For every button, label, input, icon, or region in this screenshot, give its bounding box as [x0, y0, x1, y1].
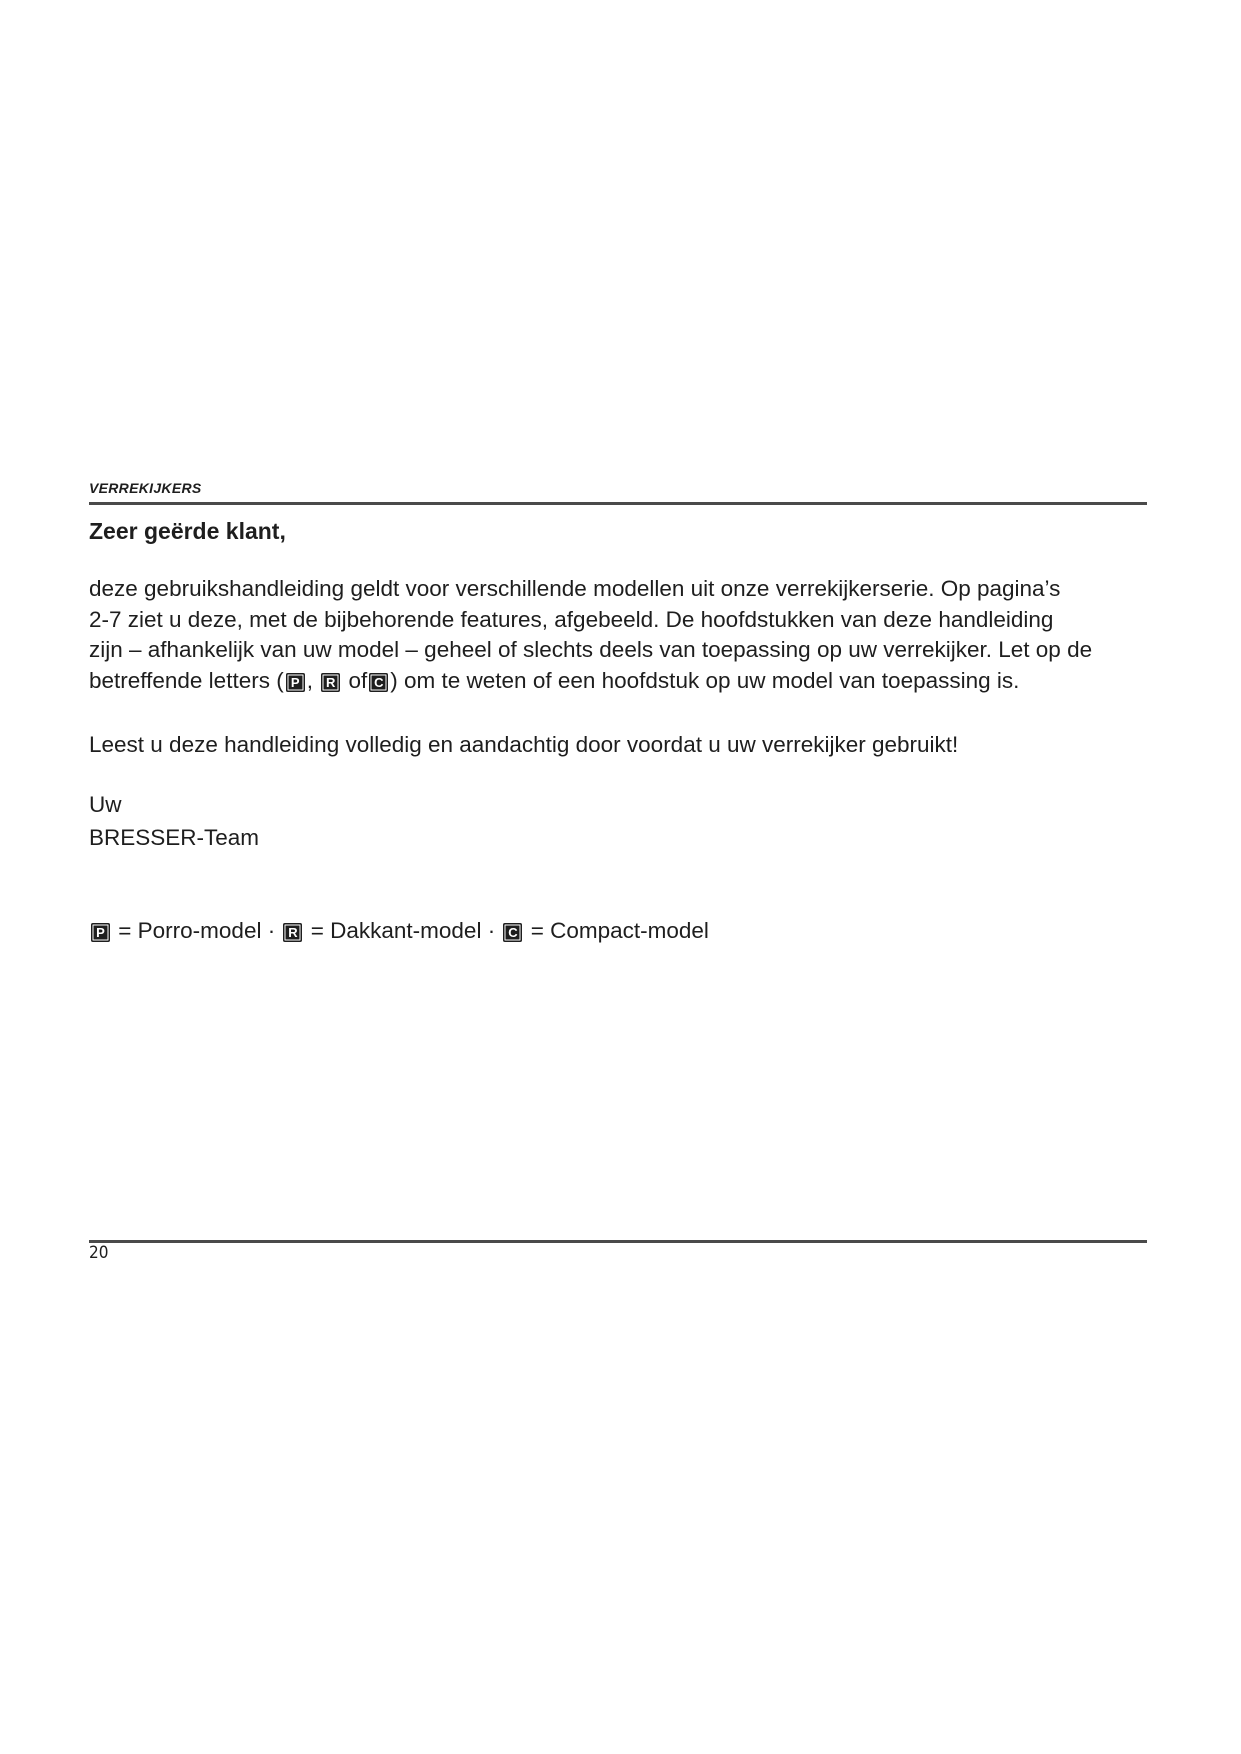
intro-line-4-comma: ,: [306, 667, 313, 693]
r-model-badge-icon: R: [321, 673, 340, 692]
c-model-badge-icon: C: [369, 673, 388, 692]
intro-line-4-start: betreffende letters (: [89, 667, 284, 693]
p-model-badge-icon: P: [286, 673, 305, 692]
greeting-heading: Zeer geërde klant,: [89, 518, 286, 544]
legend-compact: = Compact-model: [530, 918, 709, 943]
section-label: VERREKIJKERS: [89, 480, 202, 496]
intro-line-2: 2-7 ziet u deze, met de bijbehorende features, afgebeeld. De hoofdstukken van deze handleiding: [89, 606, 1054, 632]
intro-line-3: zijn – afhankelijk van uw model – geheel of slechts deels van toepassing op uw verrekijker. Let op de: [89, 637, 1093, 662]
footer-divider: [89, 1240, 1147, 1243]
legend-dakkant: = Dakkant-model ·: [310, 918, 496, 943]
page-number: 20: [89, 1243, 109, 1263]
legend-porro: = Porro-model ·: [118, 918, 276, 943]
legend-r-badge-icon: R: [283, 923, 302, 942]
intro-line-4-of: of: [348, 667, 368, 693]
header-divider: [89, 502, 1147, 505]
model-legend-line: [89, 916, 1169, 947]
signoff-line-2: BRESSER-Team: [89, 825, 260, 850]
signoff-line-1: Uw: [89, 792, 122, 817]
model-legend: [89, 916, 1169, 947]
intro-line-4-end: ) om te weten of een hoofdstuk op uw model van toepassing is.: [390, 667, 1020, 693]
intro-line-4: [89, 666, 1169, 697]
legend-p-badge-icon: P: [91, 923, 110, 942]
legend-c-badge-icon: C: [503, 923, 522, 942]
intro-paragraph: [89, 574, 1169, 696]
read-instructions-paragraph: Leest u deze handleiding volledig en aandachtig door voordat u uw verrekijker gebruikt!: [89, 732, 959, 757]
intro-line-1: deze gebruikshandleiding geldt voor verschillende modellen uit onze verrekijkerserie. Op pagina’s: [89, 576, 1061, 601]
